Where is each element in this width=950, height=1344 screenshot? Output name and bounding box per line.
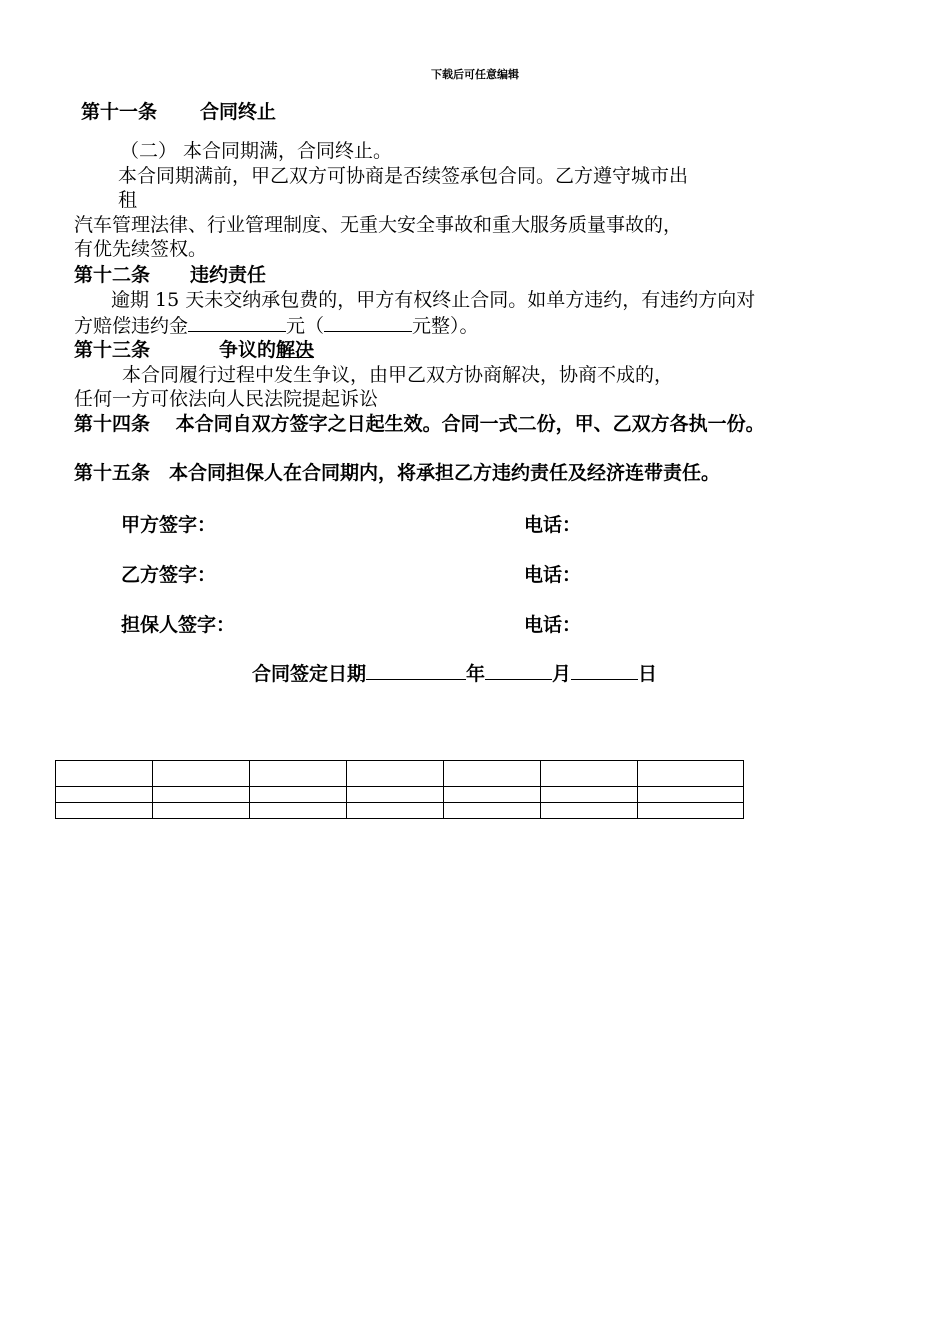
table-cell [638, 787, 744, 803]
table-cell [153, 761, 250, 787]
party-b-phone-label: 电话： [524, 564, 582, 586]
table-cell [638, 761, 744, 787]
article-11-line: （二） 本合同期满，合同终止。 [120, 140, 393, 162]
article-11-line: 本合同期满前，甲乙双方可协商是否续签承包合同。乙方遵守城市出 [118, 165, 689, 187]
article-11-line: 汽车管理法律、行业管理制度、无重大安全事故和重大服务质量事故的， [74, 214, 683, 236]
year-label: 年 [466, 663, 486, 685]
year-blank[interactable] [366, 661, 466, 680]
table-cell [541, 787, 638, 803]
table-cell [347, 761, 444, 787]
guarantor-phone-label: 电话： [524, 614, 582, 636]
article-11-line: 租 [118, 189, 138, 211]
article-13-line: 任何一方可依法向人民法院提起诉讼 [74, 388, 379, 410]
table-cell [153, 787, 250, 803]
day-label: 日 [638, 663, 658, 685]
article-15-text: 第十五条 本合同担保人在合同期内，将承担乙方违约责任及经济连带责任。 [74, 462, 721, 484]
penalty-unit: 元（ [286, 315, 325, 337]
table-cell [153, 803, 250, 819]
table-cell [347, 787, 444, 803]
table-cell [444, 787, 541, 803]
table-cell [250, 803, 347, 819]
signing-date-label: 合同签定日期 [252, 663, 367, 685]
table-cell [444, 803, 541, 819]
article-12-line: 逾期 15 天未交纳承包费的，甲方有权终止合同。如单方违约，有违约方向对 [111, 289, 756, 311]
article-12-subtitle: 违约责任 [190, 264, 267, 286]
header-note: 下载后可任意编辑 [431, 68, 519, 81]
table-cell [250, 761, 347, 787]
empty-table [55, 760, 744, 819]
table-row [56, 803, 744, 819]
signing-date-line [252, 661, 657, 686]
table-cell [541, 761, 638, 787]
table-cell [56, 803, 153, 819]
table-row [56, 761, 744, 787]
table-cell [541, 803, 638, 819]
penalty-amount-blank[interactable] [188, 313, 286, 332]
penalty-amount-words-blank[interactable] [324, 313, 412, 332]
table-row [56, 787, 744, 803]
table-cell [638, 803, 744, 819]
article-11-subtitle: 合同终止 [200, 101, 277, 123]
article-11-title: 第十一条 [81, 101, 158, 123]
table-cell [347, 803, 444, 819]
party-a-phone-label: 电话： [524, 514, 582, 536]
article-13-title: 第十三条 [74, 339, 151, 361]
guarantor-signature-label: 担保人签字： [121, 614, 236, 636]
article-13-subtitle: 争议的解决 [219, 339, 315, 361]
table-cell [56, 787, 153, 803]
table-cell [444, 761, 541, 787]
article-14-text: 第十四条 本合同自双方签字之日起生效。合同一式二份，甲、乙双方各执一份。 [74, 413, 765, 435]
table-cell [56, 761, 153, 787]
day-blank[interactable] [571, 661, 638, 680]
month-blank[interactable] [485, 661, 552, 680]
article-13-line: 本合同履行过程中发生争议，由甲乙双方协商解决，协商不成的， [122, 364, 674, 386]
party-a-signature-label: 甲方签字： [121, 514, 217, 536]
month-label: 月 [552, 663, 572, 685]
party-b-signature-label: 乙方签字： [121, 564, 217, 586]
penalty-label: 方赔偿违约金 [74, 315, 189, 337]
article-12-title: 第十二条 [74, 264, 151, 286]
article-12-line2 [74, 313, 479, 338]
article-11-line: 有优先续签权。 [74, 238, 208, 260]
penalty-unit-end: 元整）。 [412, 315, 479, 337]
table-cell [250, 787, 347, 803]
